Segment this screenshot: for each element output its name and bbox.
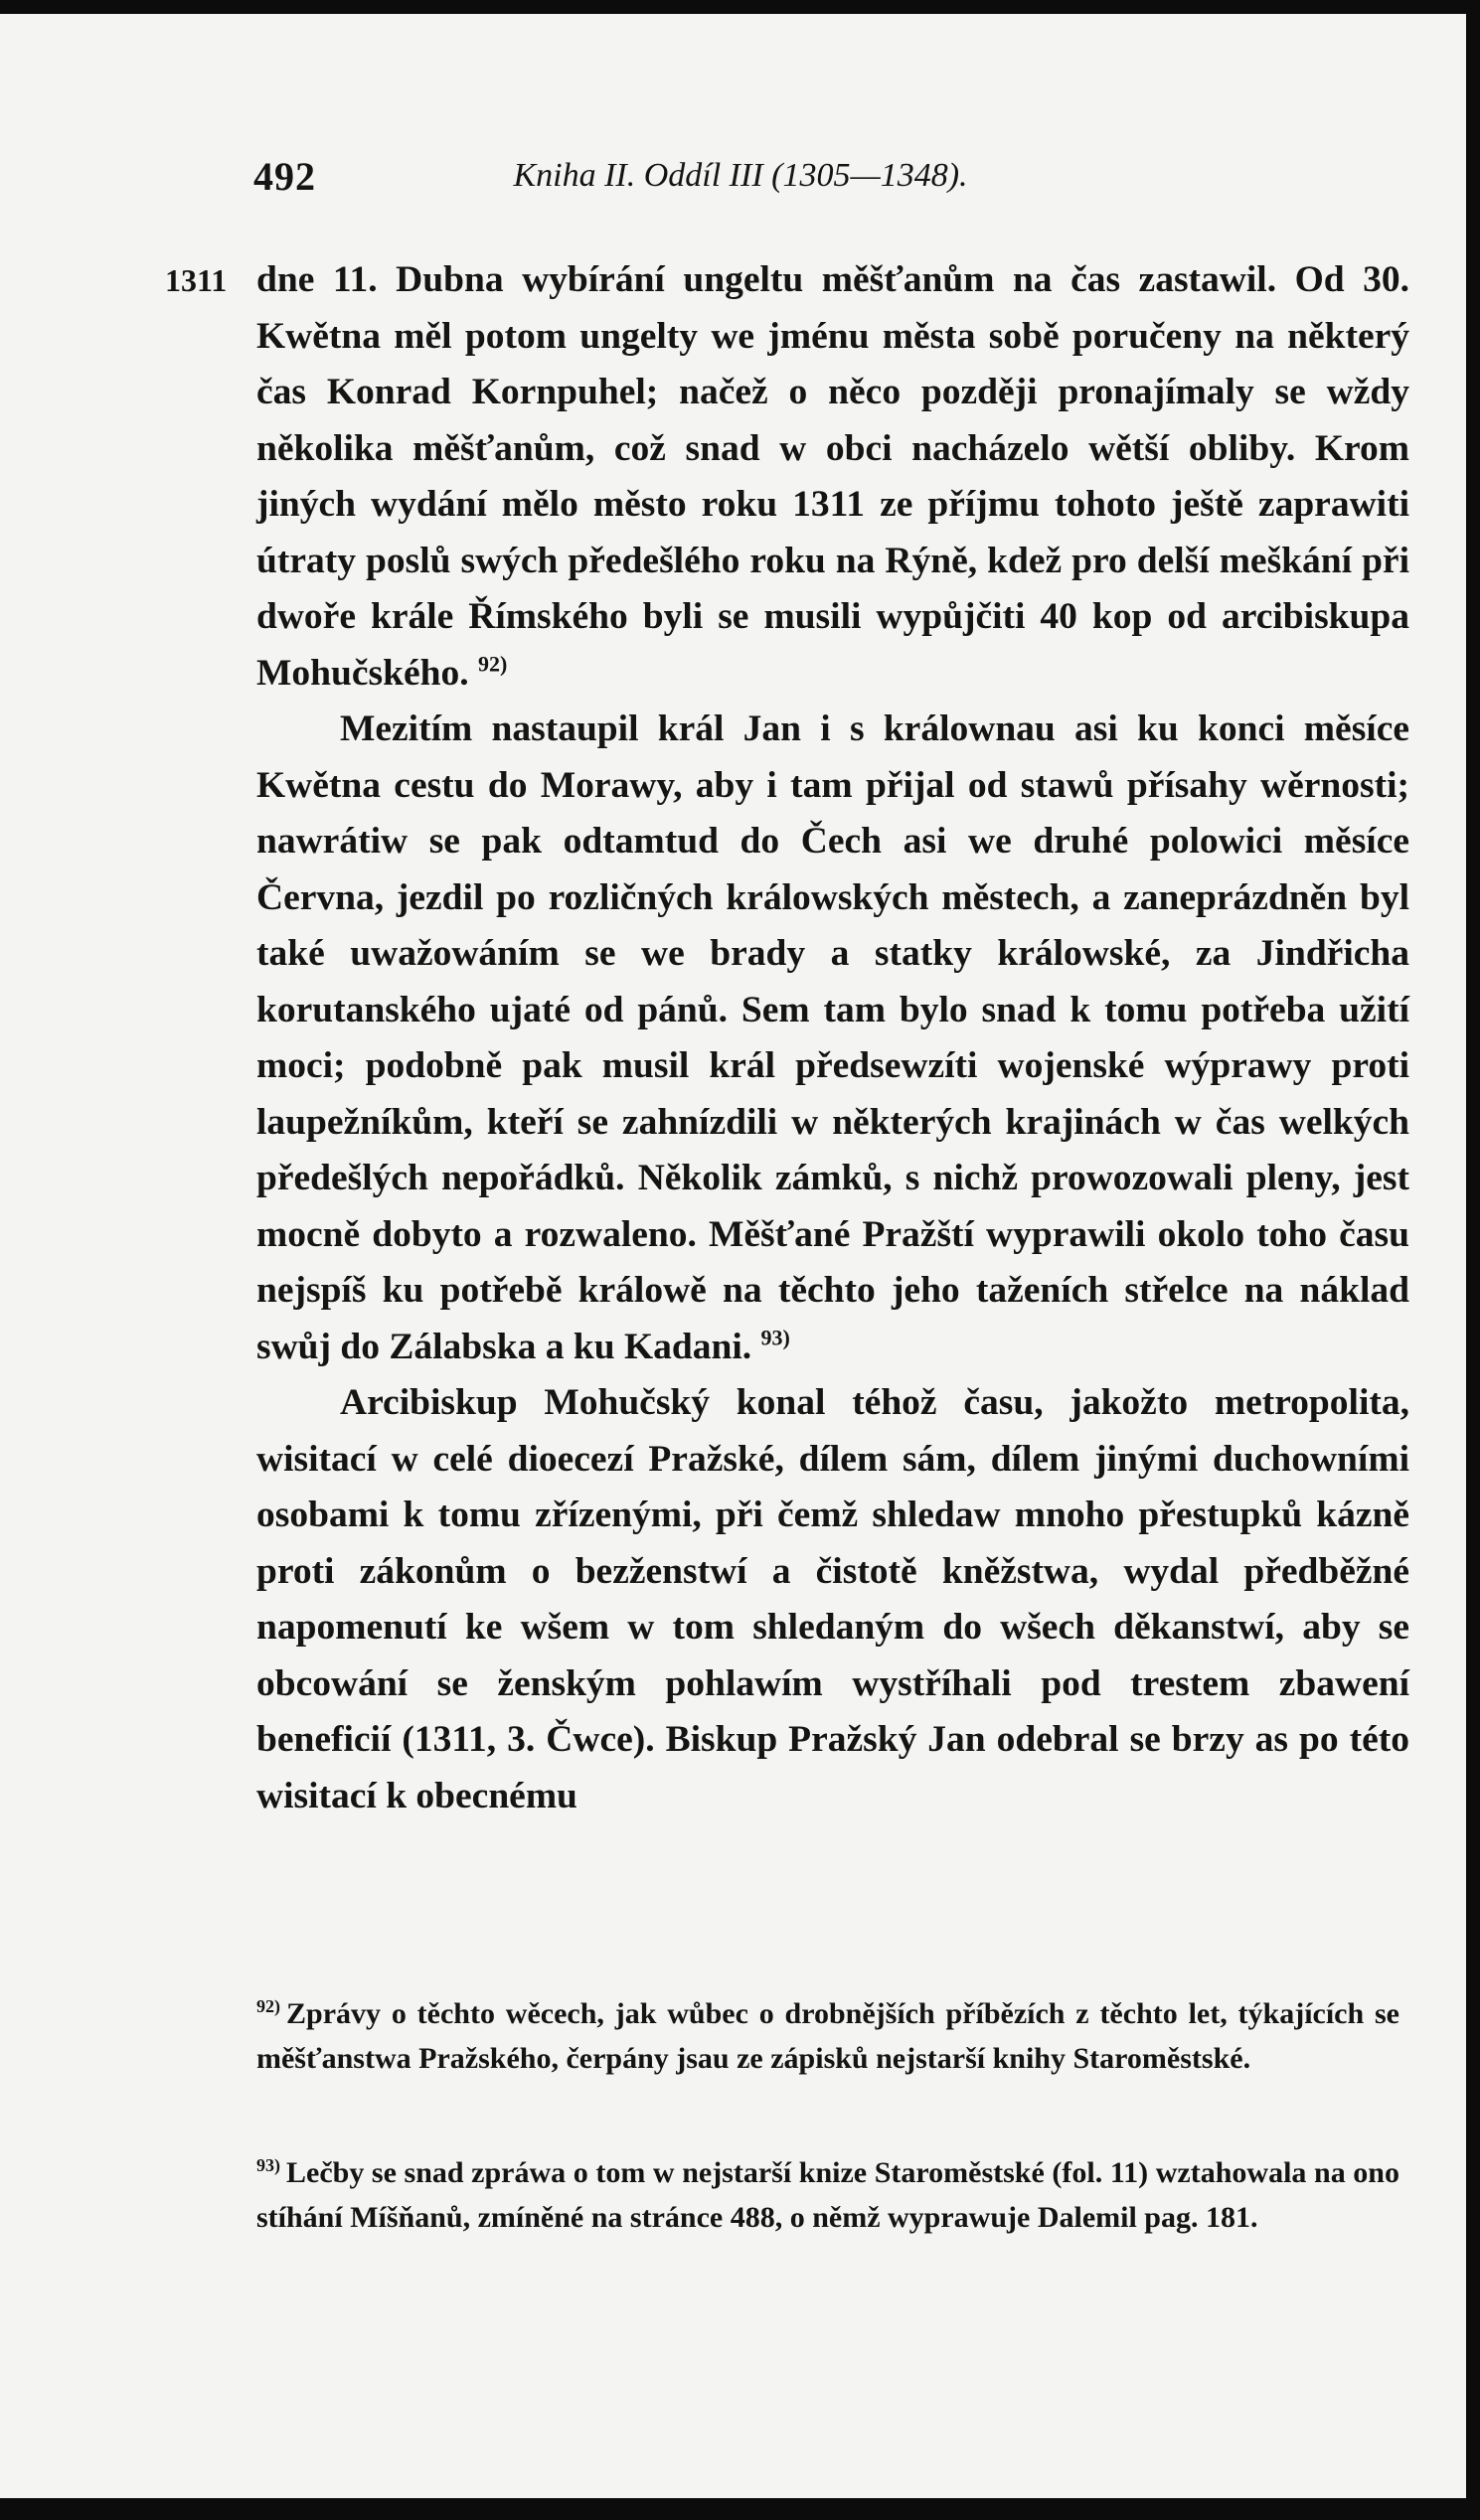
footnote [256,1991,1399,2081]
footnote-text: Zprávy o těchto wěcech, jak wůbec o drobnějších příbězích z těchto let, týkajících se měšťanstwa Pražského, čerpány jsau ze zápisků nejstarší knihy Staroměstské. [256,1997,1399,2075]
footnote-mark: 92) [256,1996,280,2016]
paragraph [256,702,1409,1375]
footnote-reference: 92) [477,651,508,676]
footnote-text: Lečby se snad zpráwa o tom w nejstarší knize Staroměstské (fol. 11) wztahowala na ono stíhání Míšňanů, zmíněné na stránce 488, o němž wyprawuje Dalemil pag. 181. [256,2156,1399,2234]
running-title: Kniha II. Oddíl III (1305—1348). [513,157,968,194]
paragraph [256,1375,1409,1824]
footnote [256,2150,1399,2240]
paragraph [256,252,1409,702]
page-number: 492 [253,154,316,199]
paragraph-text: dne 11. Dubna wybírání ungeltu měšťanům na čas zastawil. Od 30. Kwětna měl potom ungelty we jménu města sobě poručeny na některý čas Konrad Kornpuhel; načež o něco později pronajímaly se wždy několika měšťanům, což snad w obci nacházelo wětší obliby. Krom jiných wydání mělo město roku 1311 ze příjmu tohoto ještě zaprawiti útraty poslů swých předešlého roku na Rýně, kdež pro delší meškání při dwoře krále Římského byli se musili wypůjčiti 40 kop od arcibiskupa Mohučského. [256,259,1409,694]
paragraph-text: Arcibiskup Mohučský konal téhož času, jakožto metropolita, wisitací w celé dioecezí Pražské, dílem sám, dílem jinými duchowními osobami k tomu zřízenými, při čemž shledaw mnoho přestupků kázně proti zákonům o bezženstwí a čistotě kněžstwa, wydal předběžné napomenutí ke wšem w tom shledaným do wšech děkanstwí, aby se obcowání se ženským pohlawím wystříhali pod trestem zbawení beneficií (1311, 3. Čwce). Biskup Pražský Jan odebral se brzy as po této wisitací k obecnému [256,1382,1409,1816]
main-text [256,252,1409,1824]
paragraph-text: Mezitím nastaupil král Jan i s králownau asi ku konci měsíce Kwětna cestu do Morawy, aby i tam přijal od stawů přísahy wěrnosti; nawrátiw se pak odtamtud do Čech asi we druhé polowici měsíce Června, jezdil po rozličných králowských městech, a zaneprázdněn byl také uwažowáním se we brady a statky králowské, za Jindřicha korutanského ujaté od pánů. Sem tam bylo snad k tomu potřeba užití moci; podobně pak musil král předsewzíti wojenské wýprawy proti laupežníkům, kteří se zahnízdili w některých krajinách w čas welkých předešlých nepořádků. Několik zámků, s nichž prowozowali pleny, jest mocně dobyto a rozwaleno. Měšťané Pražští wyprawili okolo toho času nejspíš ku potřebě králowě na těchto jeho taženích střelce na náklad swůj do Zálabska a ku Kadani. [256,709,1409,1367]
footnote-mark: 93) [256,2155,280,2175]
footnote-reference: 93) [760,1325,790,1349]
margin-year-note: 1311 [165,262,228,298]
page-header [253,153,1108,213]
